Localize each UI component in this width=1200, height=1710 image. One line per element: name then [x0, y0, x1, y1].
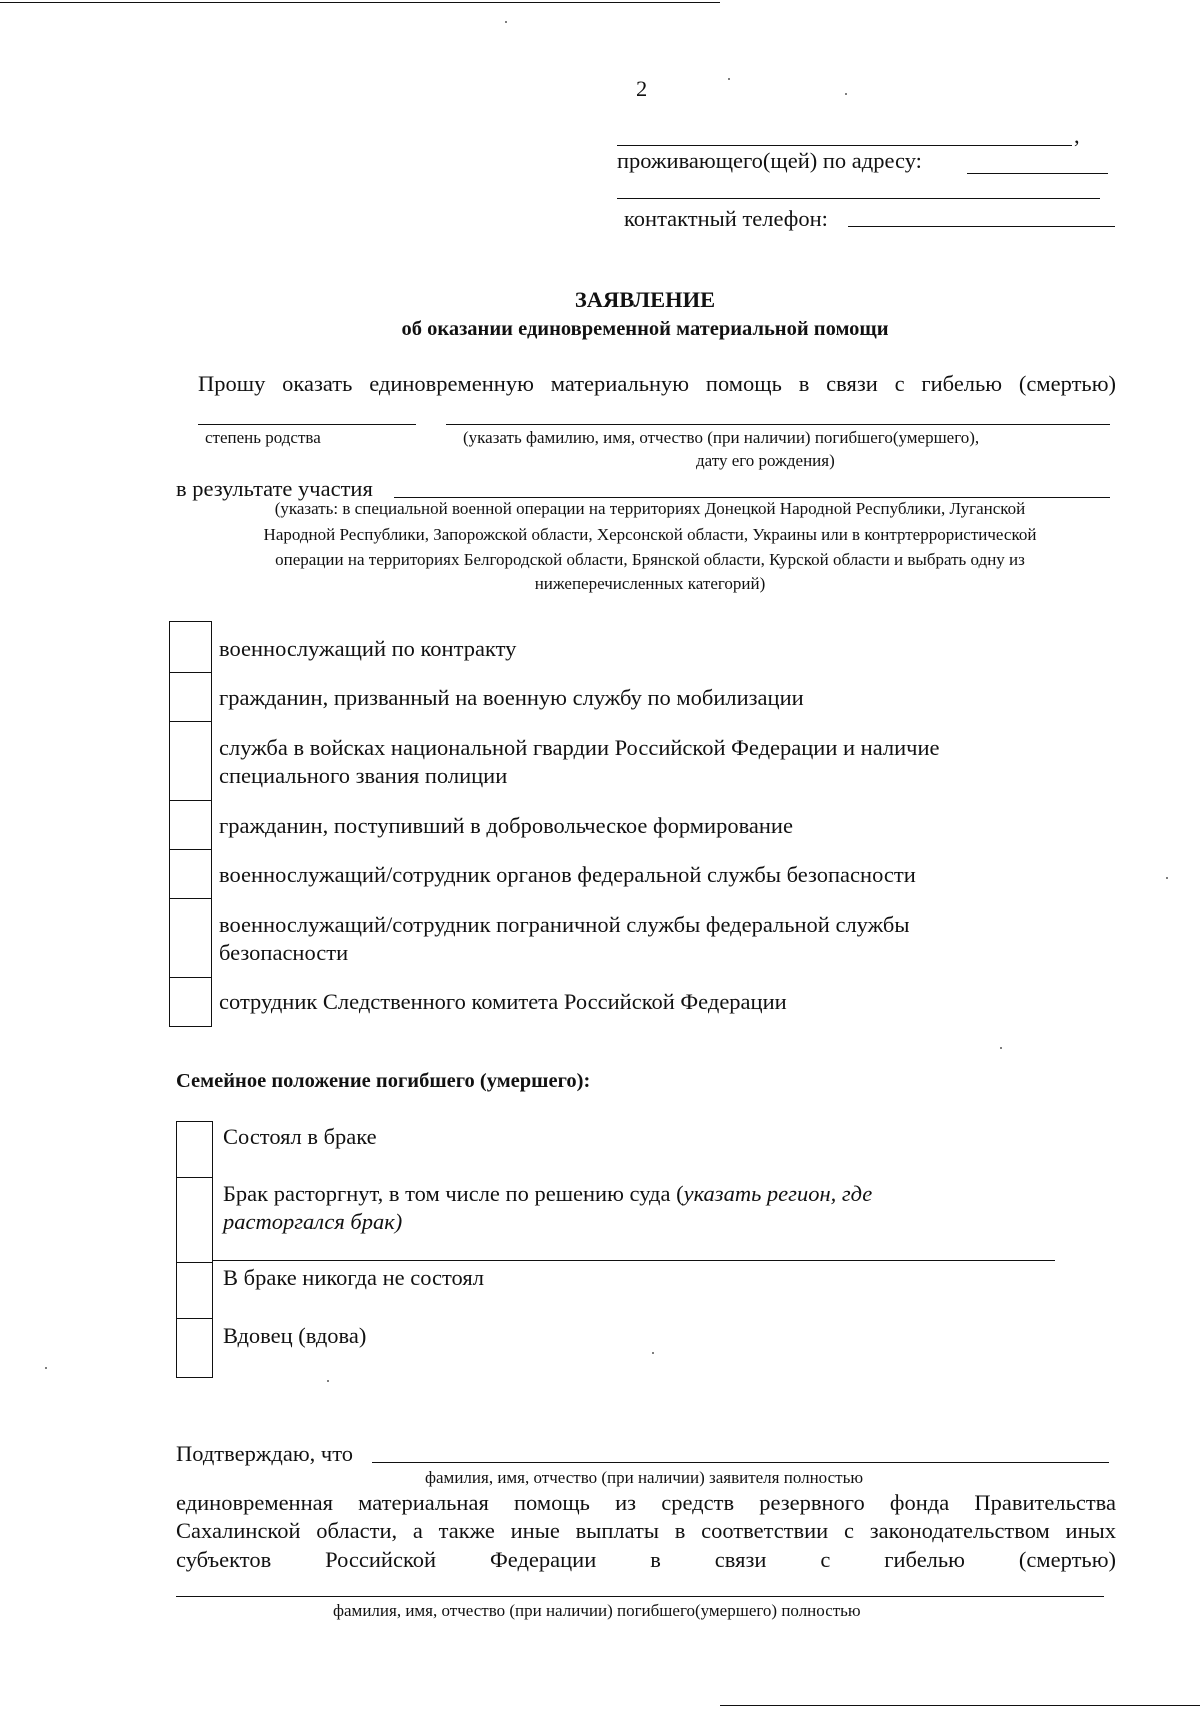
- deceased-full-name-line[interactable]: [176, 1596, 1104, 1597]
- confirm-text-line-1: единовременная материальная помощь из средств резервного фонда Правительства: [176, 1490, 1116, 1515]
- family-label-divorced-1: [223, 1180, 872, 1208]
- category-label-volunteer: гражданин, поступивший в добровольческое формирование: [219, 813, 793, 838]
- participation-hint-2: Народной Республики, Запорожской области, Херсонской области, Украины или в контртеррористической: [263, 525, 1037, 544]
- participation-hint-4: нижеперечисленных категорий): [534, 574, 766, 593]
- category-checkbox-mobilized[interactable]: [169, 672, 212, 722]
- applicant-name-hint: фамилия, имя, отчество (при наличии) заявителя полностью: [425, 1468, 864, 1487]
- family-label-divorced-2: [223, 1208, 402, 1236]
- deceased-name-line[interactable]: [446, 424, 1110, 425]
- scan-speck: [652, 1352, 654, 1354]
- name-line[interactable]: [617, 145, 1072, 146]
- divorced-text: Брак расторгнут, в том числе по решению суда (: [223, 1181, 684, 1206]
- category-label-national-guard-1: служба в войсках национальной гвардии Российской Федерации и наличие: [219, 735, 940, 760]
- family-label-widow: Вдовец (вдова): [223, 1323, 367, 1348]
- participation-hint-3: операции на территориях Белгородской области, Брянской области, Курской области и выбрать одну из: [275, 550, 1025, 569]
- deceased-name-hint-2: дату его рождения): [696, 451, 835, 470]
- request-text: Прошу оказать единовременную материальную помощь в связи с гибелью (смертью): [198, 371, 1116, 396]
- family-label-never-married: В браке никогда не состоял: [223, 1265, 484, 1290]
- family-checkbox-divorced[interactable]: [176, 1177, 213, 1263]
- participation-hint-1: (указать: в специальной военной операции на территориях Донецкой Народной Республики, Луганской: [274, 499, 1026, 518]
- confirm-label: Подтверждаю, что: [176, 1441, 354, 1466]
- document-title: ЗАЯВЛЕНИЕ: [574, 287, 716, 312]
- participation-label: в результате участия: [176, 476, 373, 501]
- category-label-contract: военнослужащий по контракту: [219, 636, 517, 661]
- category-label-national-guard-2: специального звания полиции: [219, 763, 508, 788]
- category-label-investigative: сотрудник Следственного комитета Российской Федерации: [219, 989, 787, 1014]
- confirm-text-line-2: Сахалинской области, а также иные выплаты в соответствии с законодательством иных: [176, 1518, 1116, 1543]
- family-checkbox-never-married[interactable]: [176, 1262, 213, 1319]
- deceased-name-hint-1: (указать фамилию, имя, отчество (при наличии) погибшего(умершего),: [463, 428, 980, 447]
- scan-top-edge-line: [0, 2, 720, 3]
- scan-speck: [505, 21, 507, 23]
- phone-label: контактный телефон:: [624, 206, 828, 231]
- category-checkbox-volunteer[interactable]: [169, 800, 212, 850]
- category-checkbox-contract[interactable]: [169, 621, 212, 673]
- address-line-2[interactable]: [617, 198, 1100, 199]
- family-status-heading: Семейное положение погибшего (умершего):: [176, 1070, 591, 1092]
- category-checkbox-fsb[interactable]: [169, 849, 212, 899]
- scan-speck: [45, 1367, 47, 1369]
- divorced-region-instruction: указать регион, где: [683, 1181, 873, 1206]
- divorced-region-instruction-cont: расторгался брак): [223, 1209, 403, 1234]
- phone-line[interactable]: [848, 226, 1115, 227]
- scan-speck: [327, 1380, 329, 1382]
- address-label: проживающего(щей) по адресу:: [617, 148, 922, 173]
- relation-line[interactable]: [198, 424, 416, 425]
- scan-bottom-edge-line: [720, 1705, 1200, 1706]
- category-label-mobilized: гражданин, призванный на военную службу по мобилизации: [219, 685, 804, 710]
- family-checkbox-widow[interactable]: [176, 1318, 213, 1378]
- document-subtitle: об оказании единовременной материальной помощи: [401, 318, 889, 340]
- page-number: 2: [636, 76, 648, 101]
- address-line-1[interactable]: [967, 173, 1108, 174]
- category-label-fsb: военнослужащий/сотрудник органов федеральной службы безопасности: [219, 862, 916, 887]
- applicant-name-line[interactable]: [372, 1462, 1109, 1463]
- confirm-text-line-3: субъектов Российской Федерации в связи с гибелью (смертью): [176, 1547, 1116, 1572]
- scan-speck: [728, 78, 730, 80]
- category-checkbox-investigative[interactable]: [169, 977, 212, 1027]
- family-label-married: Состоял в браке: [223, 1124, 377, 1149]
- family-checkbox-married[interactable]: [176, 1121, 213, 1178]
- scan-speck: [845, 93, 847, 95]
- category-label-border-service-2: безопасности: [219, 940, 349, 965]
- category-checkbox-border-service[interactable]: [169, 898, 212, 978]
- category-label-border-service-1: военнослужащий/сотрудник пограничной службы федеральной службы: [219, 912, 910, 937]
- scan-speck: [1000, 1047, 1002, 1049]
- name-line-comma: ,: [1074, 123, 1080, 148]
- divorce-region-line[interactable]: [213, 1260, 1055, 1261]
- deceased-full-name-hint: фамилия, имя, отчество (при наличии) погибшего(умершего) полностью: [333, 1601, 861, 1620]
- category-checkbox-national-guard[interactable]: [169, 721, 212, 801]
- relation-hint: степень родства: [205, 428, 321, 447]
- scan-speck: [1166, 877, 1168, 879]
